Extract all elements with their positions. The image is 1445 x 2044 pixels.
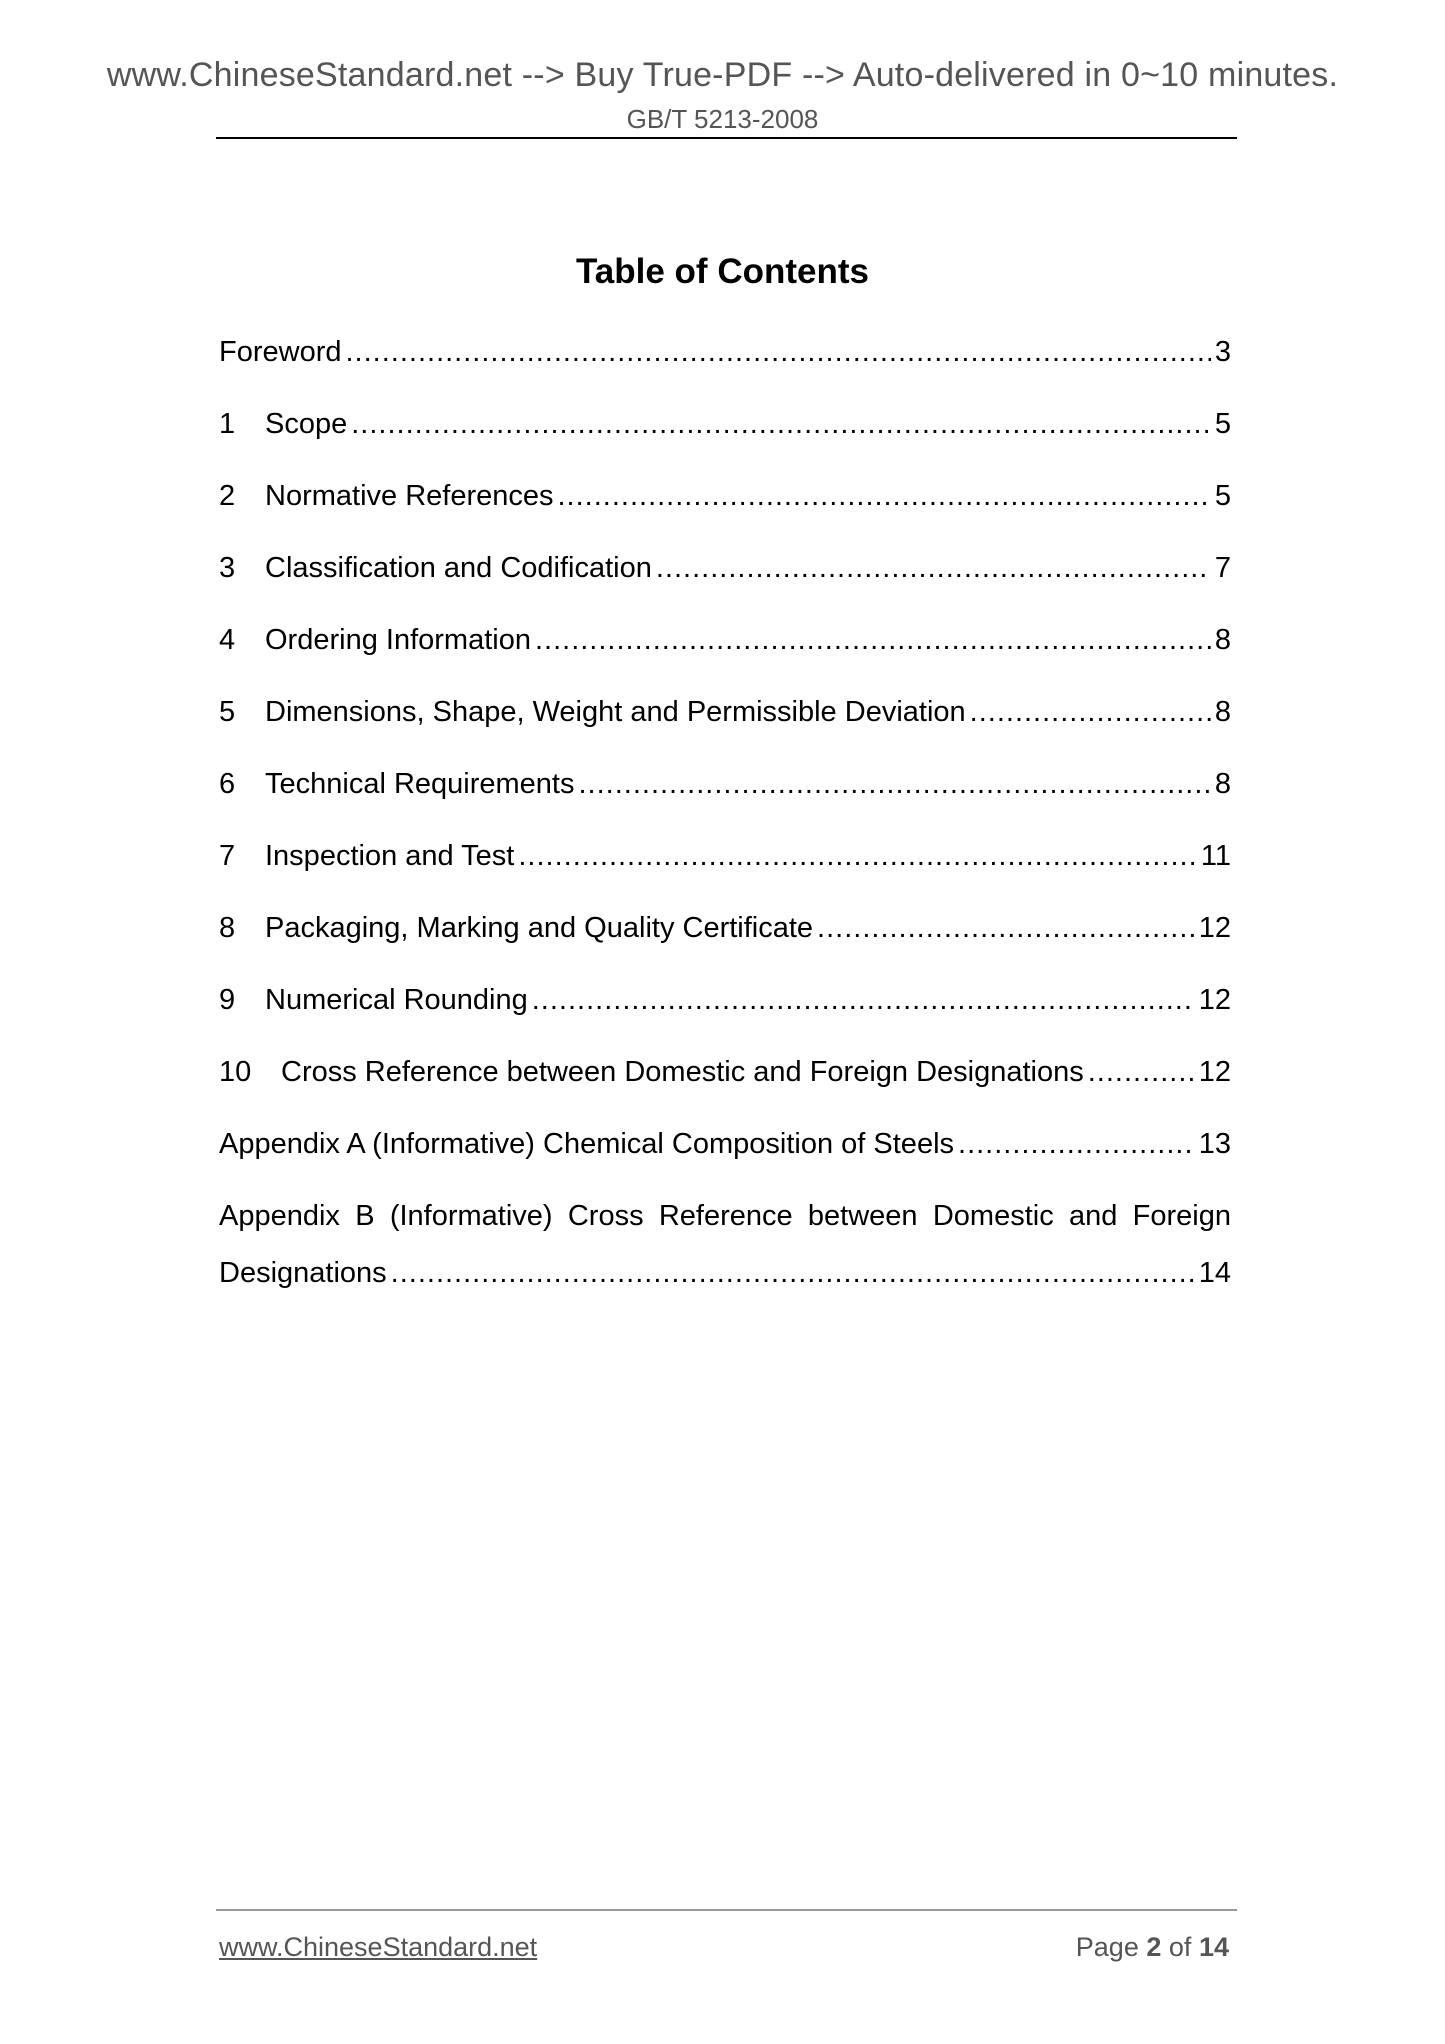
toc-leader-dots bbox=[656, 548, 1211, 588]
toc-entry-page: 13 bbox=[1198, 1128, 1231, 1160]
toc-word: (Informative) bbox=[389, 1200, 553, 1232]
toc-entry-number: 10 bbox=[219, 1056, 252, 1088]
toc-word: between bbox=[807, 1200, 918, 1232]
toc-entry-label: Technical Requirements bbox=[265, 768, 575, 800]
toc-entry-cross-reference[interactable] bbox=[219, 1052, 1231, 1124]
toc-entry-technical-requirements[interactable] bbox=[219, 764, 1231, 836]
toc-leader-dots bbox=[391, 1253, 1195, 1293]
toc-word: Domestic bbox=[932, 1200, 1054, 1232]
footer-site-link[interactable]: www.ChineseStandard.net bbox=[219, 1932, 538, 1962]
toc-leader-dots bbox=[535, 620, 1211, 660]
toc-entry-page: 3 bbox=[1214, 336, 1231, 368]
toc-entry-label: Dimensions, Shape, Weight and Permissible Deviation bbox=[265, 696, 966, 728]
toc-leader-dots bbox=[558, 476, 1211, 516]
toc-entry-foreword[interactable] bbox=[219, 332, 1231, 404]
toc-entry-label: Inspection and Test bbox=[265, 840, 515, 872]
toc-entry-page: 7 bbox=[1214, 552, 1231, 584]
toc-entry-label: Foreword bbox=[219, 336, 342, 368]
toc-entry-inspection-and-test[interactable] bbox=[219, 836, 1231, 908]
toc-entry-dimensions[interactable] bbox=[219, 692, 1231, 764]
toc-entry-page: 12 bbox=[1198, 984, 1231, 1016]
toc-entry-label: Classification and Codification bbox=[265, 552, 652, 584]
toc-entry-number: 4 bbox=[219, 624, 236, 656]
toc-entry-number: 3 bbox=[219, 552, 236, 584]
toc-entry-label: Designations bbox=[219, 1257, 387, 1289]
toc-entry-page: 8 bbox=[1214, 768, 1231, 800]
toc-entry-label: Cross Reference between Domestic and Foreign Designations bbox=[281, 1056, 1084, 1088]
toc-entry-number: 1 bbox=[219, 408, 236, 440]
toc-leader-dots bbox=[817, 908, 1195, 948]
toc-title: Table of Contents bbox=[576, 252, 869, 291]
toc-leader-dots bbox=[578, 764, 1210, 804]
site-banner: www.ChineseStandard.net --> Buy True-PDF --> Auto-delivered in 0~10 minutes. bbox=[106, 56, 1339, 94]
toc-leader-dots bbox=[532, 980, 1195, 1020]
toc-leader-dots bbox=[518, 836, 1197, 876]
page-current: 2 bbox=[1146, 1932, 1162, 1962]
toc-entry-label: Scope bbox=[265, 408, 348, 440]
toc-word: Cross bbox=[567, 1200, 644, 1232]
page-total: 14 bbox=[1198, 1932, 1229, 1962]
toc-leader-dots bbox=[346, 332, 1211, 372]
toc-entry-label: Appendix A (Informative) Chemical Composition of Steels bbox=[219, 1128, 955, 1160]
toc-entry-page: 5 bbox=[1214, 408, 1231, 440]
toc-entry-number: 5 bbox=[219, 696, 236, 728]
toc-entry-ordering-information[interactable] bbox=[219, 620, 1231, 692]
toc-entry-normative-references[interactable] bbox=[219, 476, 1231, 548]
header-divider bbox=[216, 137, 1237, 139]
toc-entry-label: Ordering Information bbox=[265, 624, 531, 656]
toc-word: Reference bbox=[658, 1200, 793, 1232]
toc-word: Foreign bbox=[1132, 1200, 1231, 1232]
toc-entry-number: 7 bbox=[219, 840, 236, 872]
toc-word: B bbox=[355, 1200, 375, 1232]
toc-leader-dots bbox=[351, 404, 1211, 444]
toc-entry-appendix-b[interactable] bbox=[219, 1196, 1231, 1306]
toc-entry-page: 11 bbox=[1200, 840, 1231, 872]
document-id: GB/T 5213-2008 bbox=[626, 104, 819, 134]
toc-entry-label: Numerical Rounding bbox=[265, 984, 528, 1016]
toc-list bbox=[219, 332, 1231, 1306]
toc-entry-page: 14 bbox=[1198, 1257, 1231, 1289]
toc-entry-scope[interactable] bbox=[219, 404, 1231, 476]
toc-entry-page: 8 bbox=[1214, 696, 1231, 728]
toc-entry-classification[interactable] bbox=[219, 548, 1231, 620]
toc-word: and bbox=[1068, 1200, 1118, 1232]
toc-entry-packaging[interactable] bbox=[219, 908, 1231, 980]
page-prefix: Page bbox=[1075, 1932, 1139, 1962]
toc-entry-page: 12 bbox=[1198, 1056, 1231, 1088]
page-of: of bbox=[1168, 1932, 1192, 1962]
toc-entry-label: Packaging, Marking and Quality Certificate bbox=[265, 912, 814, 944]
toc-entry-page: 5 bbox=[1214, 480, 1231, 512]
toc-entry-number: 2 bbox=[219, 480, 236, 512]
toc-entry-appendix-a[interactable] bbox=[219, 1124, 1231, 1196]
toc-entry-label: Normative References bbox=[265, 480, 554, 512]
toc-word: Appendix bbox=[219, 1200, 340, 1232]
toc-entry-number: 6 bbox=[219, 768, 236, 800]
toc-entry-number: 9 bbox=[219, 984, 236, 1016]
page-number bbox=[1076, 1932, 1229, 1963]
toc-leader-dots bbox=[958, 1124, 1195, 1164]
toc-entry-numerical-rounding[interactable] bbox=[219, 980, 1231, 1052]
toc-entry-label-line1 bbox=[219, 1196, 1231, 1236]
toc-entry-page: 8 bbox=[1214, 624, 1231, 656]
footer-divider bbox=[216, 1909, 1237, 1911]
toc-entry-number: 8 bbox=[219, 912, 236, 944]
toc-leader-dots bbox=[1088, 1052, 1195, 1092]
toc-leader-dots bbox=[970, 692, 1211, 732]
toc-entry-page: 12 bbox=[1198, 912, 1231, 944]
